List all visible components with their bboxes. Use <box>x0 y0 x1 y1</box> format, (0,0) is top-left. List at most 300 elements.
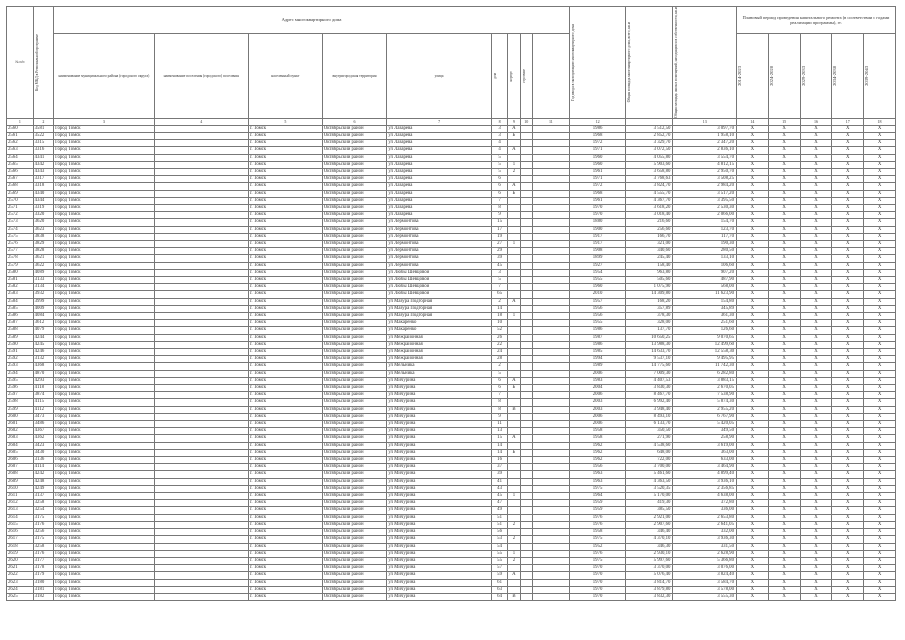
row-num: 2560 <box>7 125 34 132</box>
row-num: 2595 <box>7 377 34 384</box>
row-id: 3175 <box>33 514 54 521</box>
row-settlement <box>154 327 248 334</box>
row-plan-2: X <box>768 543 800 550</box>
row-street: ул Мичурина <box>387 536 492 543</box>
row-locality: г. Томск <box>248 147 322 154</box>
row-res-area: 3 883,15 <box>673 377 737 384</box>
row-plan-5: X <box>864 240 896 247</box>
row-extra <box>532 457 569 464</box>
row-plan-3: X <box>800 284 832 291</box>
row-intracity: Октябрьский район <box>322 557 387 564</box>
row-plan-5: X <box>864 341 896 348</box>
row-house: 43 <box>491 485 507 492</box>
row-house: 29 <box>491 248 507 255</box>
row-plan-4: X <box>832 269 864 276</box>
table-row <box>7 168 896 175</box>
row-settlement <box>154 284 248 291</box>
row-plan-5: X <box>864 593 896 600</box>
row-year: 1960 <box>569 161 625 168</box>
row-intracity: Октябрьский район <box>322 334 387 341</box>
row-num: 2603 <box>7 435 34 442</box>
row-plan-3: X <box>800 327 832 334</box>
row-street: ул Лермонтова <box>387 240 492 247</box>
row-extra <box>532 586 569 593</box>
row-locality: г. Томск <box>248 327 322 334</box>
row-num: 2614 <box>7 514 34 521</box>
table-row <box>7 565 896 572</box>
table-row <box>7 183 896 190</box>
row-num: 2587 <box>7 320 34 327</box>
row-plan-4: X <box>832 226 864 233</box>
row-id: 3319 <box>33 204 54 211</box>
table-row <box>7 240 896 247</box>
row-corpus <box>508 485 520 492</box>
row-plan-1: X <box>736 334 768 341</box>
row-extra <box>532 197 569 204</box>
row-locality: г. Томск <box>248 572 322 579</box>
row-plan-5: X <box>864 543 896 550</box>
row-municipality: Город Томск <box>54 197 154 204</box>
row-municipality: Город Томск <box>54 262 154 269</box>
row-plan-5: X <box>864 226 896 233</box>
row-id: 4343 <box>33 168 54 175</box>
row-corpus: В <box>508 593 520 600</box>
row-id: 4244 <box>33 334 54 341</box>
row-municipality: Город Томск <box>54 557 154 564</box>
row-intracity: Октябрьский район <box>322 313 387 320</box>
row-municipality: Город Томск <box>54 399 154 406</box>
row-id: 3829 <box>33 240 54 247</box>
row-plan-3: X <box>800 565 832 572</box>
row-plan-5: X <box>864 248 896 255</box>
row-corpus <box>508 370 520 377</box>
row-total-area: 4 407,53 <box>626 377 673 384</box>
row-year: 1986 <box>569 327 625 334</box>
row-total-area: 8 467,70 <box>626 392 673 399</box>
column-number-cell: 3 <box>54 118 154 125</box>
table-row <box>7 529 896 536</box>
row-plan-2: X <box>768 399 800 406</box>
row-street: ул Межрайонная <box>387 334 492 341</box>
row-total-area: 505,60 <box>626 276 673 283</box>
row-plan-2: X <box>768 565 800 572</box>
row-plan-4: X <box>832 305 864 312</box>
row-plan-5: X <box>864 334 896 341</box>
row-year: 1900 <box>569 226 625 233</box>
column-number-cell: 1 <box>7 118 34 125</box>
row-num: 2570 <box>7 197 34 204</box>
row-res-area: 11 623,90 <box>673 291 737 298</box>
row-res-area: 190,30 <box>673 240 737 247</box>
row-plan-5: X <box>864 485 896 492</box>
row-extra <box>532 219 569 226</box>
row-extra <box>532 334 569 341</box>
row-intracity: Октябрьский район <box>322 298 387 305</box>
row-intracity: Октябрьский район <box>322 457 387 464</box>
row-extra <box>532 493 569 500</box>
table-row <box>7 305 896 312</box>
row-plan-1: X <box>736 320 768 327</box>
row-house: 28 <box>491 356 507 363</box>
row-settlement <box>154 385 248 392</box>
row-res-area: 6 767,90 <box>673 413 737 420</box>
row-res-area: 123,70 <box>673 226 737 233</box>
row-plan-4: X <box>832 262 864 269</box>
row-settlement <box>154 413 248 420</box>
row-plan-4: X <box>832 593 864 600</box>
row-street: ул Мичурина <box>387 385 492 392</box>
row-street: ул Лермонтова <box>387 233 492 240</box>
row-total-area: 3 329,70 <box>626 140 673 147</box>
row-municipality: Город Томск <box>54 370 154 377</box>
row-street: ул Мичурина <box>387 586 492 593</box>
row-plan-5: X <box>864 514 896 521</box>
row-plan-4: X <box>832 557 864 564</box>
row-locality: г. Томск <box>248 320 322 327</box>
row-settlement <box>154 219 248 226</box>
row-plan-4: X <box>832 341 864 348</box>
row-corpus <box>508 457 520 464</box>
row-extra <box>532 154 569 161</box>
row-municipality: Город Томск <box>54 240 154 247</box>
row-corpus <box>508 248 520 255</box>
row-locality: г. Томск <box>248 529 322 536</box>
row-municipality: Город Томск <box>54 341 154 348</box>
row-plan-3: X <box>800 457 832 464</box>
row-total-area: 14 775,60 <box>626 363 673 370</box>
row-house: 15 <box>491 219 507 226</box>
row-building <box>520 269 532 276</box>
row-id: 3320 <box>33 212 54 219</box>
row-building <box>520 262 532 269</box>
row-municipality: Город Томск <box>54 363 154 370</box>
row-res-area: 907,20 <box>673 269 737 276</box>
header-year-4: 2039-2043 <box>864 34 896 118</box>
row-intracity: Октябрьский район <box>322 204 387 211</box>
row-extra <box>532 485 569 492</box>
row-plan-3: X <box>800 291 832 298</box>
row-street: ул Лазарева <box>387 168 492 175</box>
row-settlement <box>154 176 248 183</box>
row-res-area: 2 653,80 <box>673 514 737 521</box>
row-house: 63 <box>491 586 507 593</box>
row-intracity: Октябрьский район <box>322 377 387 384</box>
row-year: 1962 <box>569 449 625 456</box>
row-corpus <box>508 579 520 586</box>
row-corpus <box>508 478 520 485</box>
row-plan-2: X <box>768 161 800 168</box>
row-house: 5 <box>491 154 507 161</box>
row-res-area: 1 958,10 <box>673 132 737 139</box>
row-settlement <box>154 140 248 147</box>
row-building <box>520 370 532 377</box>
row-intracity: Октябрьский район <box>322 125 387 132</box>
row-plan-2: X <box>768 406 800 413</box>
row-total-area: 4 538,60 <box>626 442 673 449</box>
row-year: 1927 <box>569 262 625 269</box>
row-total-area: 5 076,40 <box>626 572 673 579</box>
row-id: 4340 <box>33 190 54 197</box>
row-extra <box>532 240 569 247</box>
row-year: 1972 <box>569 183 625 190</box>
row-plan-3: X <box>800 428 832 435</box>
row-locality: г. Томск <box>248 363 322 370</box>
row-house: 6 <box>491 190 507 197</box>
row-plan-3: X <box>800 500 832 507</box>
row-plan-5: X <box>864 457 896 464</box>
header-col-11 <box>532 34 569 118</box>
row-plan-2: X <box>768 392 800 399</box>
row-building <box>520 521 532 528</box>
row-num: 2564 <box>7 154 34 161</box>
row-year: 1971 <box>569 176 625 183</box>
row-year: 1908 <box>569 248 625 255</box>
row-plan-1: X <box>736 536 768 543</box>
table-row <box>7 334 896 341</box>
row-plan-5: X <box>864 204 896 211</box>
row-total-area: 2 852,70 <box>626 132 673 139</box>
row-num: 2577 <box>7 248 34 255</box>
header-settlement: наименование поселения (городского) поселения <box>154 34 248 118</box>
row-municipality: Город Томск <box>54 284 154 291</box>
row-street: ул Межрайонная <box>387 341 492 348</box>
row-plan-5: X <box>864 557 896 564</box>
row-plan-1: X <box>736 356 768 363</box>
row-plan-1: X <box>736 421 768 428</box>
row-year: 1962 <box>569 457 625 464</box>
row-plan-3: X <box>800 147 832 154</box>
row-locality: г. Томск <box>248 392 322 399</box>
row-plan-4: X <box>832 298 864 305</box>
row-total-area: 378,30 <box>626 313 673 320</box>
row-plan-3: X <box>800 298 832 305</box>
row-total-area: 137,70 <box>626 327 673 334</box>
row-locality: г. Томск <box>248 305 322 312</box>
row-corpus <box>508 392 520 399</box>
row-street: ул Мичурина <box>387 543 492 550</box>
row-house: 4 <box>491 147 507 154</box>
row-settlement <box>154 132 248 139</box>
row-intracity: Октябрьский район <box>322 593 387 600</box>
header-house: дом <box>491 34 507 118</box>
row-year: 1970 <box>569 572 625 579</box>
row-plan-1: X <box>736 464 768 471</box>
table-row <box>7 478 896 485</box>
row-plan-2: X <box>768 240 800 247</box>
row-locality: г. Томск <box>248 334 322 341</box>
row-extra <box>532 478 569 485</box>
row-corpus <box>508 276 520 283</box>
row-plan-1: X <box>736 485 768 492</box>
row-total-area: 3 370,00 <box>626 565 673 572</box>
row-street: ул Мельника <box>387 363 492 370</box>
row-year: 1917 <box>569 233 625 240</box>
row-plan-1: X <box>736 471 768 478</box>
row-intracity: Октябрьский район <box>322 320 387 327</box>
row-plan-2: X <box>768 168 800 175</box>
row-plan-3: X <box>800 550 832 557</box>
row-plan-5: X <box>864 385 896 392</box>
row-res-area: 3 554,70 <box>673 154 737 161</box>
row-settlement <box>154 406 248 413</box>
row-plan-1: X <box>736 269 768 276</box>
row-settlement <box>154 428 248 435</box>
row-corpus <box>508 140 520 147</box>
row-extra <box>532 521 569 528</box>
row-house: 27 <box>491 240 507 247</box>
row-year: 1976 <box>569 550 625 557</box>
row-id: 3175 <box>33 536 54 543</box>
row-locality: г. Томск <box>248 543 322 550</box>
row-id: 3522 <box>33 132 54 139</box>
row-res-area: 372,80 <box>673 500 737 507</box>
row-extra <box>532 377 569 384</box>
row-building <box>520 385 532 392</box>
row-plan-2: X <box>768 507 800 514</box>
row-municipality: Город Томск <box>54 421 154 428</box>
row-extra <box>532 327 569 334</box>
row-res-area: 3 619,00 <box>673 442 737 449</box>
row-intracity: Октябрьский район <box>322 370 387 377</box>
row-res-area: 633,00 <box>673 457 737 464</box>
row-id: 3999 <box>33 298 54 305</box>
row-year: 1958 <box>569 529 625 536</box>
row-plan-1: X <box>736 557 768 564</box>
column-number-cell: 7 <box>387 118 492 125</box>
row-res-area: 3 936,10 <box>673 478 737 485</box>
row-corpus <box>508 154 520 161</box>
row-plan-1: X <box>736 377 768 384</box>
row-num: 2615 <box>7 521 34 528</box>
row-extra <box>532 341 569 348</box>
row-plan-2: X <box>768 521 800 528</box>
row-municipality: Город Томск <box>54 255 154 262</box>
row-plan-4: X <box>832 161 864 168</box>
row-num: 2608 <box>7 471 34 478</box>
row-plan-5: X <box>864 233 896 240</box>
row-plan-1: X <box>736 550 768 557</box>
row-extra <box>532 500 569 507</box>
table-row <box>7 356 896 363</box>
row-total-area: 385,50 <box>626 507 673 514</box>
row-num: 2596 <box>7 385 34 392</box>
row-municipality: Город Томск <box>54 507 154 514</box>
row-year: 1983 <box>569 377 625 384</box>
row-plan-4: X <box>832 176 864 183</box>
row-plan-3: X <box>800 421 832 428</box>
row-id: 3180 <box>33 579 54 586</box>
header-municipality: наименование муниципального района (городского округа) <box>54 34 154 118</box>
row-id: 3258 <box>33 500 54 507</box>
row-plan-5: X <box>864 320 896 327</box>
table-row <box>7 204 896 211</box>
row-plan-3: X <box>800 464 832 471</box>
row-year: 1960 <box>569 154 625 161</box>
row-plan-4: X <box>832 356 864 363</box>
row-id: 4112 <box>33 406 54 413</box>
row-plan-2: X <box>768 284 800 291</box>
row-plan-5: X <box>864 478 896 485</box>
row-building <box>520 543 532 550</box>
row-year: 1989 <box>569 363 625 370</box>
row-house: 4 <box>491 140 507 147</box>
row-total-area: 2 921,00 <box>626 514 673 521</box>
row-settlement <box>154 536 248 543</box>
row-res-area: 2 628,90 <box>673 550 737 557</box>
row-locality: г. Томск <box>248 493 322 500</box>
row-id: 3132 <box>33 356 54 363</box>
row-plan-3: X <box>800 140 832 147</box>
row-plan-5: X <box>864 262 896 269</box>
row-municipality: Город Томск <box>54 478 154 485</box>
row-num: 2611 <box>7 493 34 500</box>
row-plan-2: X <box>768 377 800 384</box>
row-total-area: 3 948,40 <box>626 406 673 413</box>
row-house: 6 <box>491 377 507 384</box>
table-row <box>7 449 896 456</box>
row-intracity: Октябрьский район <box>322 442 387 449</box>
row-plan-5: X <box>864 363 896 370</box>
row-id: 4344 <box>33 197 54 204</box>
row-plan-1: X <box>736 168 768 175</box>
row-num: 2571 <box>7 204 34 211</box>
row-total-area: 4 370,10 <box>626 536 673 543</box>
row-house: 59 <box>491 572 507 579</box>
row-plan-5: X <box>864 313 896 320</box>
row-locality: г. Томск <box>248 233 322 240</box>
row-plan-5: X <box>864 507 896 514</box>
row-res-area: 106,60 <box>673 262 737 269</box>
row-plan-4: X <box>832 248 864 255</box>
row-street: ул Мичурина <box>387 579 492 586</box>
row-res-area: 6 282,80 <box>673 370 737 377</box>
header-year-2: 2029-2033 <box>800 34 832 118</box>
table-row <box>7 471 896 478</box>
row-house: 55 <box>491 557 507 564</box>
row-street: ул Мазура Подгорная <box>387 313 492 320</box>
row-street: ул Лазарева <box>387 147 492 154</box>
row-plan-3: X <box>800 334 832 341</box>
row-street: ул Мичурина <box>387 471 492 478</box>
row-street: ул Мельника <box>387 370 492 377</box>
row-plan-1: X <box>736 276 768 283</box>
row-intracity: Октябрьский район <box>322 485 387 492</box>
row-corpus <box>508 529 520 536</box>
row-locality: г. Томск <box>248 176 322 183</box>
row-plan-5: X <box>864 500 896 507</box>
table-row <box>7 399 896 406</box>
row-plan-2: X <box>768 219 800 226</box>
row-extra <box>532 349 569 356</box>
row-locality: г. Томск <box>248 442 322 449</box>
row-corpus: А <box>508 298 520 305</box>
row-plan-1: X <box>736 349 768 356</box>
row-street: ул Лазарева <box>387 197 492 204</box>
row-plan-3: X <box>800 226 832 233</box>
row-settlement <box>154 392 248 399</box>
table-row <box>7 435 896 442</box>
row-house: 7 <box>491 284 507 291</box>
row-house: 57 <box>491 565 507 572</box>
row-plan-5: X <box>864 154 896 161</box>
row-id: 3182 <box>33 593 54 600</box>
row-corpus: А <box>508 183 520 190</box>
row-year: 1962 <box>569 442 625 449</box>
row-plan-2: X <box>768 147 800 154</box>
row-municipality: Город Томск <box>54 226 154 233</box>
row-num: 2618 <box>7 543 34 550</box>
row-res-area: 12 558,30 <box>673 349 737 356</box>
